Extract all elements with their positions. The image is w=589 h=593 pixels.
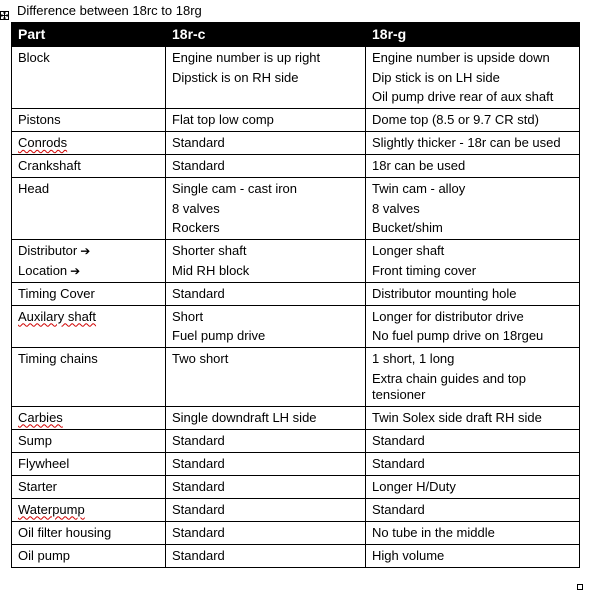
- g-cell: [366, 452, 580, 475]
- g-cell: [366, 178, 580, 240]
- table-row: [12, 348, 580, 407]
- g-cell: [366, 429, 580, 452]
- g-line: Longer shaft: [372, 243, 445, 258]
- c-cell: [166, 429, 366, 452]
- table-move-handle-icon[interactable]: [0, 11, 9, 20]
- g-cell: [366, 406, 580, 429]
- g-line: Oil pump drive rear of aux shaft: [372, 89, 554, 104]
- c-cell: [166, 348, 366, 407]
- document-caption: Difference between 18rc to 18rg: [17, 3, 202, 18]
- g-cell: [366, 498, 580, 521]
- part-cell: [12, 155, 166, 178]
- table-row: [12, 305, 580, 348]
- c-cell: [166, 544, 366, 567]
- c-line: Standard: [172, 501, 225, 517]
- part-cell: [12, 452, 166, 475]
- part-label: Oil pump: [18, 547, 71, 563]
- g-cell: [366, 132, 580, 155]
- g-cell: [366, 109, 580, 132]
- g-cell: [366, 282, 580, 305]
- g-line: No tube in the middle: [372, 524, 495, 540]
- c-line: Standard: [172, 455, 225, 471]
- table-row: [12, 155, 580, 178]
- part-label: Sump: [18, 432, 52, 448]
- part-label: Timing Cover: [18, 285, 95, 301]
- c-line: Single cam - cast iron: [172, 181, 297, 196]
- part-label: Pistons: [18, 112, 61, 127]
- g-line: Bucket/shim: [372, 220, 443, 235]
- c-cell: [166, 109, 366, 132]
- g-cell: [366, 348, 580, 407]
- c-line: Fuel pump drive: [172, 328, 266, 343]
- part-cell: [12, 521, 166, 544]
- g-line: 18r can be used: [372, 158, 466, 173]
- c-line: Two short: [172, 351, 229, 366]
- part-cell: [12, 406, 166, 429]
- c-line: Single downdraft LH side: [172, 409, 317, 425]
- table-row: [12, 282, 580, 305]
- g-cell: [366, 155, 580, 178]
- c-cell: [166, 452, 366, 475]
- g-line: 1 short, 1 long: [372, 351, 455, 366]
- g-cell: [366, 521, 580, 544]
- part-cell: [12, 109, 166, 132]
- c-line: Dipstick is on RH side: [172, 69, 299, 85]
- part-label: Location: [18, 262, 68, 278]
- part-label: Timing chains: [18, 351, 98, 366]
- g-line: Longer H/Duty: [372, 478, 456, 494]
- part-label: Auxilary shaft: [18, 308, 97, 324]
- c-line: Shorter shaft: [172, 243, 247, 258]
- table-resize-handle-icon[interactable]: [577, 584, 583, 590]
- c-line: 8 valves: [172, 200, 220, 216]
- part-cell: [12, 132, 166, 155]
- g-line: High volume: [372, 547, 445, 563]
- g-line: Distributor mounting hole: [372, 285, 517, 301]
- table-row: [12, 544, 580, 567]
- table-row: [12, 47, 580, 109]
- c-line: Flat top low comp: [172, 112, 274, 127]
- right-arrow-icon: ➔: [80, 244, 91, 258]
- right-arrow-icon: ➔: [70, 263, 81, 278]
- header-part: Part: [12, 23, 166, 47]
- g-line: Engine number is upside down: [372, 50, 550, 65]
- c-line: Standard: [172, 432, 225, 448]
- c-cell: [166, 521, 366, 544]
- g-cell: [366, 475, 580, 498]
- header-row: [12, 23, 580, 47]
- c-cell: [166, 132, 366, 155]
- g-line: Slightly thicker - 18r can be used: [372, 135, 561, 150]
- g-cell: [366, 305, 580, 348]
- table-row: [12, 178, 580, 240]
- g-cell: [366, 240, 580, 283]
- g-line: Dip stick is on LH side: [372, 69, 500, 85]
- c-cell: [166, 47, 366, 109]
- part-cell: [12, 348, 166, 407]
- c-line: Mid RH block: [172, 262, 250, 278]
- part-cell: [12, 544, 166, 567]
- part-cell: [12, 429, 166, 452]
- c-line: Standard: [172, 285, 225, 301]
- part-cell: [12, 498, 166, 521]
- part-label: Conrods: [18, 135, 68, 150]
- table-row: [12, 240, 580, 283]
- c-cell: [166, 475, 366, 498]
- part-label: Carbies: [18, 409, 63, 425]
- c-line: Short: [172, 308, 204, 324]
- part-label: Waterpump: [18, 501, 85, 517]
- table-row: [12, 521, 580, 544]
- g-line: Extra chain guides and top: [372, 370, 526, 386]
- header-18r-c: 18r-c: [166, 23, 366, 47]
- c-line: Standard: [172, 135, 225, 150]
- c-line: Standard: [172, 158, 225, 173]
- c-cell: [166, 178, 366, 240]
- c-line: Engine number is up right: [172, 50, 321, 65]
- g-line: No fuel pump drive on 18rgeu: [372, 328, 544, 343]
- c-line: Standard: [172, 478, 225, 494]
- table-row: [12, 452, 580, 475]
- c-cell: [166, 305, 366, 348]
- c-cell: [166, 498, 366, 521]
- part-cell: [12, 178, 166, 240]
- table-row: [12, 498, 580, 521]
- part-label: Starter: [18, 478, 58, 494]
- part-cell: [12, 240, 166, 283]
- g-line: Standard: [372, 432, 425, 448]
- part-cell: [12, 47, 166, 109]
- g-line: Dome top (8.5 or 9.7 CR std): [372, 112, 539, 127]
- comparison-table: [11, 22, 580, 568]
- part-cell: [12, 305, 166, 348]
- g-line: tensioner: [372, 386, 426, 402]
- table-row: [12, 132, 580, 155]
- g-cell: [366, 47, 580, 109]
- c-cell: [166, 406, 366, 429]
- g-line: Front timing cover: [372, 262, 477, 278]
- g-cell: [366, 544, 580, 567]
- table-row: [12, 109, 580, 132]
- part-label: Block: [18, 50, 50, 65]
- c-line: Standard: [172, 547, 225, 563]
- part-cell: [12, 475, 166, 498]
- g-line: Twin Solex side draft RH side: [372, 409, 542, 425]
- table-row: [12, 429, 580, 452]
- g-line: Longer for distributor drive: [372, 308, 524, 324]
- table-row: [12, 406, 580, 429]
- c-cell: [166, 240, 366, 283]
- part-label: Distributor: [18, 243, 78, 258]
- c-line: Rockers: [172, 220, 220, 235]
- c-cell: [166, 155, 366, 178]
- header-18r-g: 18r-g: [366, 23, 580, 47]
- g-line: Standard: [372, 455, 425, 471]
- part-cell: [12, 282, 166, 305]
- c-cell: [166, 282, 366, 305]
- c-line: Standard: [172, 524, 225, 540]
- part-label: Head: [18, 181, 50, 196]
- part-label: Crankshaft: [18, 158, 81, 173]
- g-line: Twin cam - alloy: [372, 181, 466, 196]
- g-line: Standard: [372, 501, 425, 517]
- part-label: Oil filter housing: [18, 524, 112, 540]
- g-line: 8 valves: [372, 200, 420, 216]
- table-row: [12, 475, 580, 498]
- part-label: Flywheel: [18, 455, 70, 471]
